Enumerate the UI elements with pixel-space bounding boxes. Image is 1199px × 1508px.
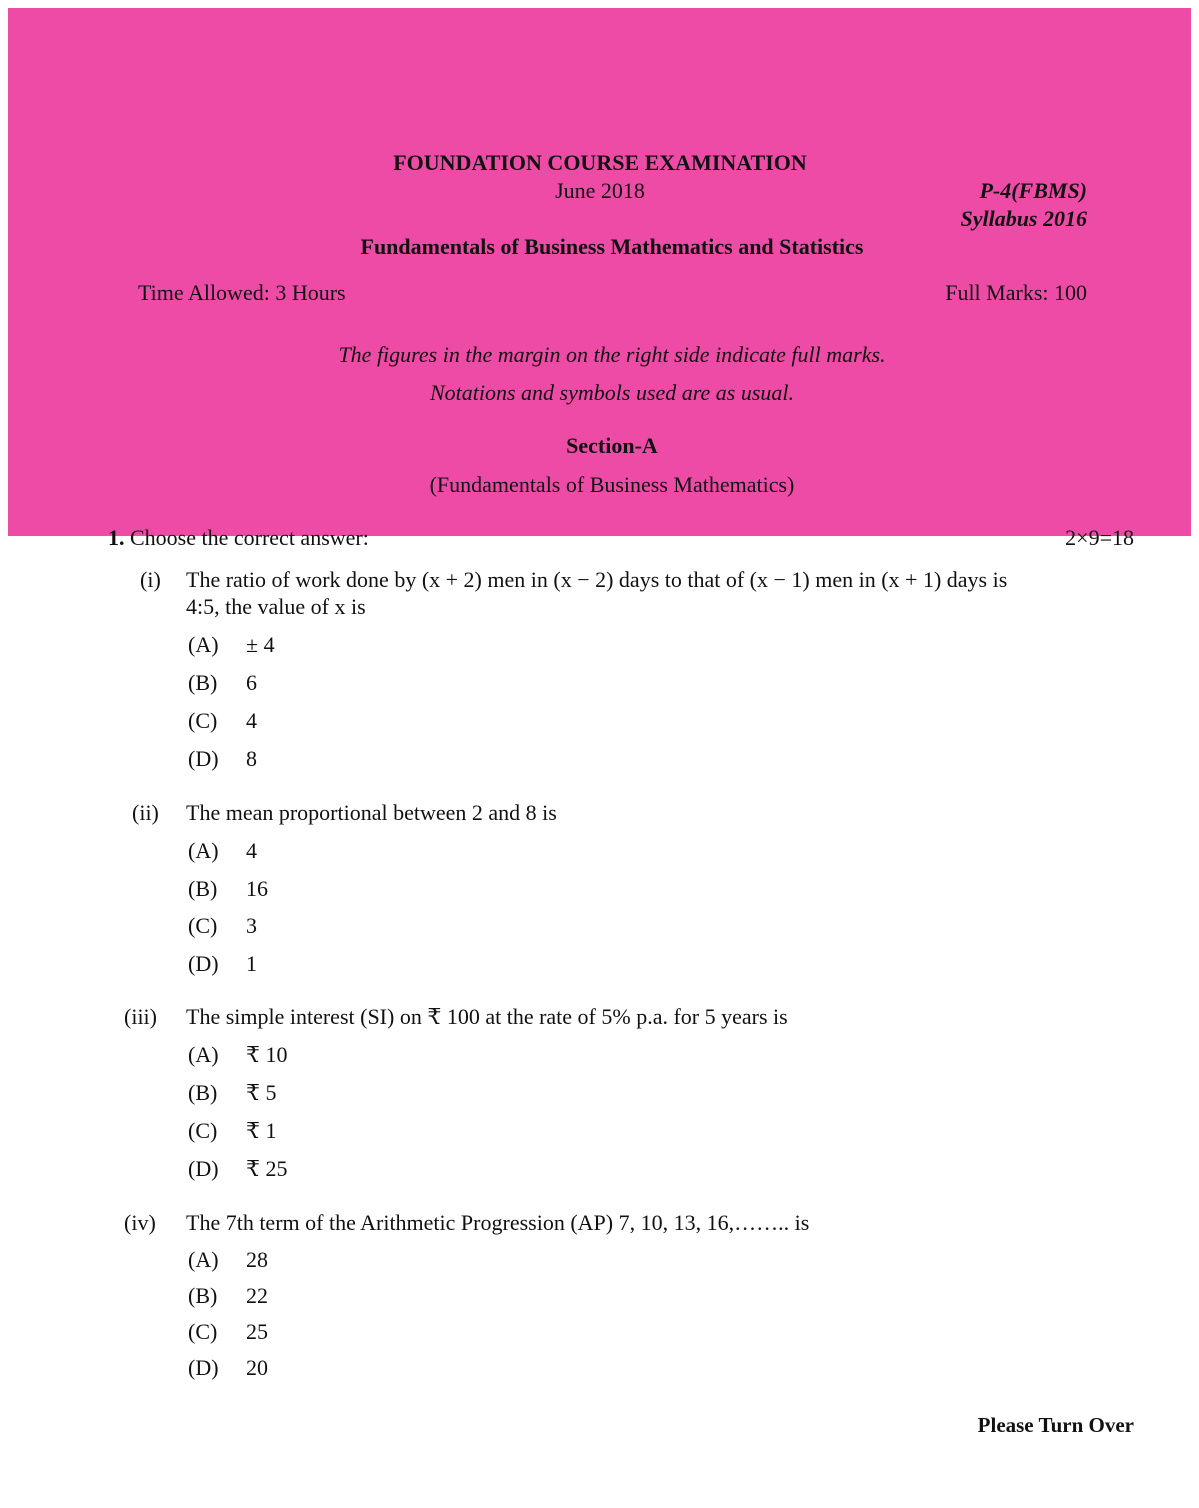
time-allowed: Time Allowed: 3 Hours — [138, 280, 346, 305]
please-turn-over: Please Turn Over — [977, 1413, 1134, 1437]
sub-question-text-line-1: The 7th term of the Arithmetic Progression (AP) 7, 10, 13, 16,…….. is — [186, 1210, 810, 1235]
sub-question-text-line-1: The ratio of work done by (x + 2) men in (x − 2) days to that of (x − 1) men in (x + 1) days is — [186, 567, 1008, 592]
option-value: 28 — [246, 1247, 268, 1272]
sub-question-text-line-1: The simple interest (SI) on ₹ 100 at the rate of 5% p.a. for 5 years is — [186, 1004, 788, 1029]
option-c[interactable] — [188, 913, 257, 939]
exam-session: June 2018 — [555, 178, 645, 203]
option-c[interactable] — [188, 1118, 277, 1144]
sub-question-number: (ii) — [132, 800, 159, 825]
option-label: (B) — [188, 876, 218, 901]
option-a[interactable] — [188, 838, 257, 864]
option-value: ± 4 — [246, 632, 275, 657]
option-value: 6 — [246, 670, 257, 695]
option-value: 20 — [246, 1355, 268, 1380]
option-label: (A) — [188, 838, 219, 863]
option-value: ₹ 1 — [246, 1118, 277, 1143]
option-value: 16 — [246, 876, 268, 901]
option-d[interactable] — [188, 951, 257, 977]
instruction-line-1: The figures in the margin on the right side indicate full marks. — [338, 342, 886, 367]
option-b[interactable] — [188, 876, 268, 902]
option-label: (D) — [188, 1156, 219, 1181]
option-value: ₹ 5 — [246, 1080, 277, 1105]
option-label: (C) — [188, 913, 218, 938]
option-label: (A) — [188, 1042, 219, 1067]
option-b[interactable] — [188, 1283, 268, 1309]
sub-question-number: (iii) — [124, 1004, 157, 1029]
sub-question-number: (iv) — [124, 1210, 156, 1235]
exam-title: FOUNDATION COURSE EXAMINATION — [393, 150, 807, 175]
option-label: (D) — [188, 746, 219, 771]
option-value: 3 — [246, 913, 257, 938]
question-prompt: Choose the correct answer: — [130, 525, 369, 550]
option-label: (D) — [188, 1355, 219, 1380]
option-value: ₹ 25 — [246, 1156, 288, 1181]
instruction-line-2: Notations and symbols used are as usual. — [429, 380, 795, 405]
option-d[interactable] — [188, 1355, 268, 1381]
option-label: (B) — [188, 1080, 218, 1105]
option-label: (C) — [188, 1118, 218, 1143]
option-a[interactable] — [188, 632, 275, 658]
question-marks: 2×9=18 — [1065, 525, 1134, 550]
full-marks: Full Marks: 100 — [945, 280, 1087, 305]
option-d[interactable] — [188, 1156, 288, 1182]
sub-question-number: (i) — [140, 567, 161, 592]
option-a[interactable] — [188, 1042, 288, 1068]
paper-code: P-4(FBMS) — [979, 178, 1087, 203]
option-label: (A) — [188, 632, 219, 657]
option-value: 25 — [246, 1319, 268, 1344]
option-value: ₹ 10 — [246, 1042, 288, 1067]
option-label: (B) — [188, 670, 218, 695]
option-b[interactable] — [188, 1080, 277, 1106]
option-d[interactable] — [188, 746, 257, 772]
option-value: 4 — [246, 838, 257, 863]
option-value: 22 — [246, 1283, 268, 1308]
question-heading — [108, 525, 369, 551]
section-title: Section-A — [566, 433, 658, 458]
option-label: (A) — [188, 1247, 219, 1272]
syllabus-label: Syllabus 2016 — [960, 206, 1087, 231]
option-c[interactable] — [188, 1319, 268, 1345]
subject-title: Fundamentals of Business Mathematics and Statistics — [360, 234, 864, 259]
option-label: (B) — [188, 1283, 218, 1308]
option-value: 4 — [246, 708, 257, 733]
sub-question-text-line-2: 4:5, the value of x is — [186, 594, 366, 619]
sub-question-text-line-1: The mean proportional between 2 and 8 is — [186, 800, 557, 825]
option-b[interactable] — [188, 670, 257, 696]
option-c[interactable] — [188, 708, 257, 734]
option-label: (C) — [188, 708, 218, 733]
option-value: 8 — [246, 746, 257, 771]
option-value: 1 — [246, 951, 257, 976]
section-subtitle: (Fundamentals of Business Mathematics) — [429, 472, 795, 497]
question-number: 1. — [108, 525, 125, 550]
option-label: (D) — [188, 951, 219, 976]
option-label: (C) — [188, 1319, 218, 1344]
option-a[interactable] — [188, 1247, 268, 1273]
